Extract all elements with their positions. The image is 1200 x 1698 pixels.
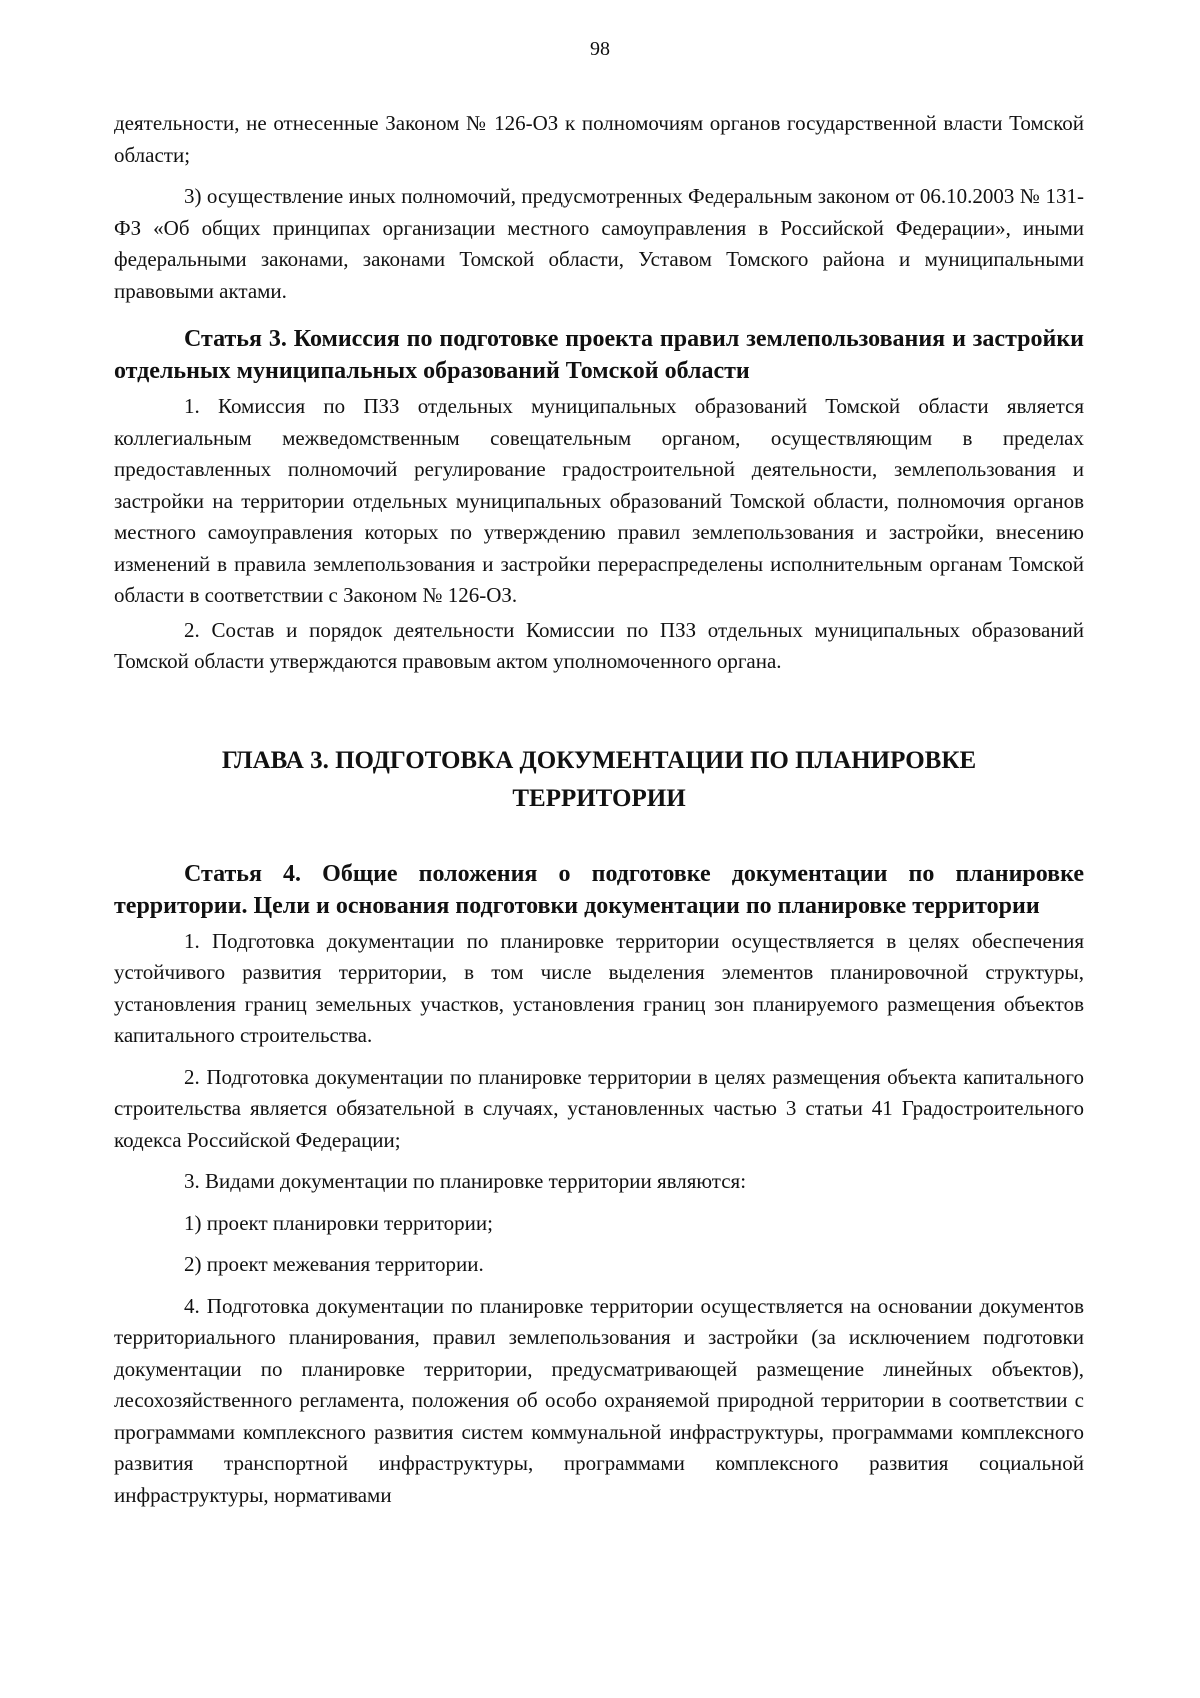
article-3-heading: Статья 3. Комиссия по подготовке проекта правил землепользования и застройки отдельных муниципальных образований Томской области <box>114 326 1084 384</box>
article-4-paragraph-2: 2. Подготовка документации по планировке территории в целях размещения объекта капитального строительства является обязательной в случаях, установленных частью 3 статьи 41 Градостроительного кодекса Российской Федерации; <box>114 1064 1084 1152</box>
article-4-paragraph-3: 3. Видами документации по планировке территории являются: <box>184 1169 747 1193</box>
article-4-list-item-2: 2) проект межевания территории. <box>184 1252 484 1276</box>
page-number: 98 <box>590 38 610 60</box>
paragraph-item-3: 3) осуществление иных полномочий, предусмотренных Федеральным законом от 06.10.2003 № 131-ФЗ «Об общих принципах организации местного самоуправления в Российской Федерации», иными федеральными законами, законами Томской области, Уставом Томского района и муниципальными правовыми актами. <box>114 184 1084 303</box>
chapter-heading-line-1: ГЛАВА 3. ПОДГОТОВКА ДОКУМЕНТАЦИИ ПО ПЛАНИРОВКЕ <box>221 746 977 774</box>
article-3-paragraph-2: 2. Состав и порядок деятельности Комиссии по ПЗЗ отдельных муниципальных образований Томской области утверждаются правовым актом уполномоченного органа. <box>114 617 1084 673</box>
article-4-paragraph-4: 4. Подготовка документации по планировке территории осуществляется на основании документов территориального планирования, правил землепользования и застройки (за исключением подготовки документации по планировке территории, предусматривающей размещение линейных объектов), лесохозяйственного регламента, положения об особо охраняемой природной территории в соответствии с программами комплексного развития систем коммунальной инфраструктуры, программами комплексного развития транспортной инфраструктуры, программами комплексного развития социальной инфраструктуры, нормативами <box>114 1293 1084 1507</box>
article-4-heading: Статья 4. Общие положения о подготовке документации по планировке территории. Цели и основания подготовки документации по планировке территории <box>114 860 1084 919</box>
article-4-list-item-1: 1) проект планировки территории; <box>184 1210 493 1235</box>
chapter-heading-line-2: ТЕРРИТОРИИ <box>512 784 686 812</box>
page-content <box>114 108 1084 1511</box>
chapter-3-heading <box>114 742 1084 818</box>
paragraph-continuation: деятельности, не отнесенные Законом № 126-ОЗ к полномочиям органов государственной власти Томской области; <box>114 111 1084 167</box>
article-3-paragraph-1: 1. Комиссия по ПЗЗ отдельных муниципальных образований Томской области является коллегиальным межведомственным совещательным органом, осуществляющим в пределах предоставленных полномочий регулирование градостроительной деятельности, землепользования и застройки на территории отдельных муниципальных образований Томской области, полномочия органов местного самоуправления которых по утверждению правил землепользования и застройки, внесению изменений в правила землепользования и застройки перераспределены исполнительным органам Томской области в соответствии с Законом № 126-ОЗ. <box>114 394 1084 607</box>
article-4-paragraph-1: 1. Подготовка документации по планировке территории осуществляется в целях обеспечения устойчивого развития территории, в том числе выделения элементов планировочной структуры, установления границ земельных участков, установления границ зон планируемого размещения объектов капитального строительства. <box>114 928 1084 1047</box>
